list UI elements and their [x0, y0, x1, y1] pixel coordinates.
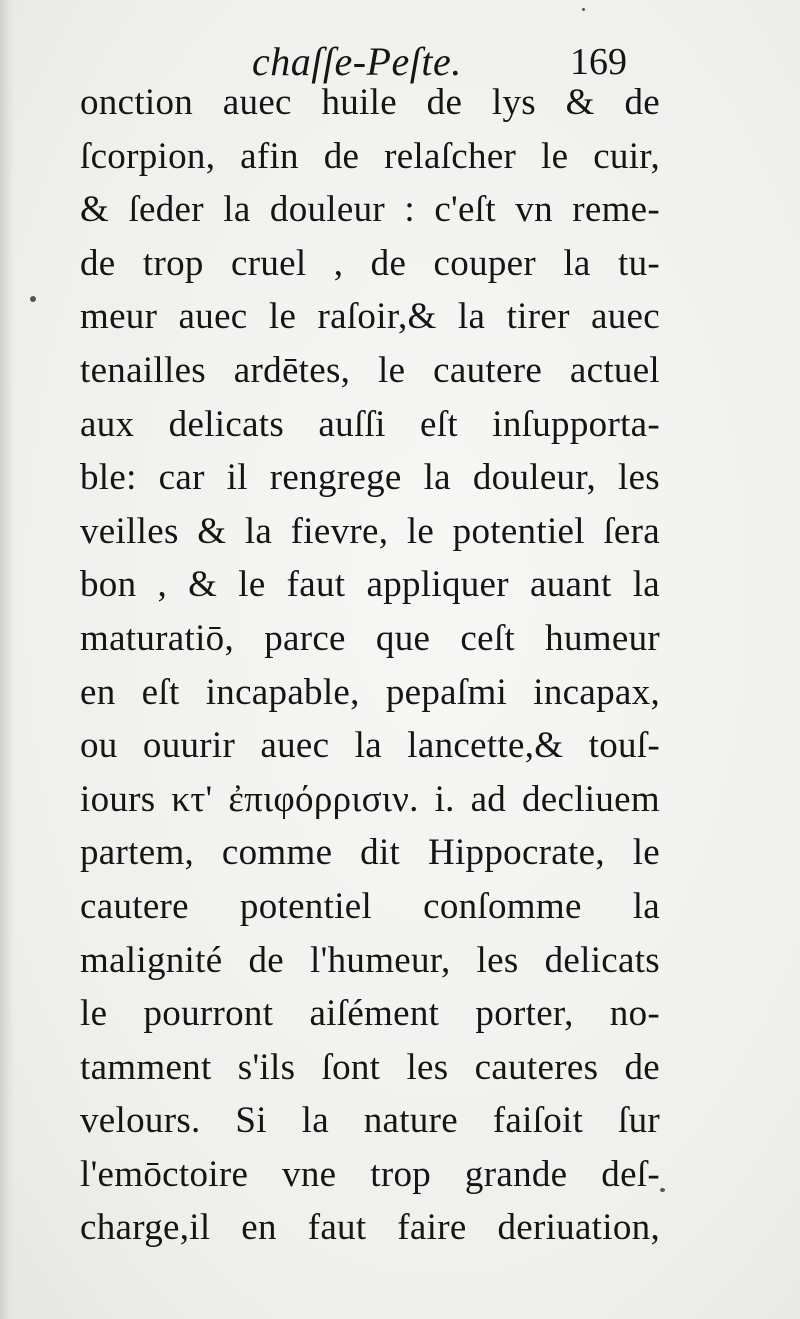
text-line: aux delicats auſſi eſt inſupporta-	[80, 403, 660, 445]
text-line: tamment s'ils ſont les cauteres de	[80, 1046, 660, 1088]
running-title: chaſſe-Peſte.	[252, 39, 462, 84]
text-line: de trop cruel , de couper la tu-	[80, 242, 660, 284]
text-line: iours κτ' ἐπιφόρρισιν. i. ad decliuem	[80, 778, 660, 820]
text-line: partem, comme dit Hippocrate, le	[80, 832, 660, 874]
text-line: meur auec le raſoir,& la tirer auec	[80, 296, 660, 338]
ink-speck	[30, 296, 36, 302]
page-gutter	[0, 0, 14, 1319]
text-line: onction auec huile de lys & de	[80, 82, 660, 123]
text-line: & ſeder la douleur : c'eſt vn reme-	[80, 189, 660, 231]
text-line: ou ouurir auec la lancette,& touſ-	[80, 725, 660, 767]
text-line: ſcorpion, afin de relaſcher le cuir,	[80, 135, 660, 177]
text-line: bon , & le faut appliquer auant la	[80, 564, 660, 606]
ink-speck	[582, 8, 585, 11]
text-line: tenailles ardētes, le cautere actuel	[80, 349, 660, 391]
text-line: en eſt incapable, pepaſmi incapax,	[80, 671, 660, 713]
text-line: charge,il en faut faire deriuation,	[80, 1207, 660, 1249]
body-text	[80, 76, 660, 1255]
ink-speck	[660, 1188, 665, 1192]
text-line: maturatiō, parce que ceſt humeur	[80, 617, 660, 659]
text-line: cautere potentiel conſomme la	[80, 885, 660, 927]
page-number: 169	[570, 41, 627, 83]
text-line: velours. Si la nature faiſoit ſur	[80, 1100, 660, 1142]
text-line: ble: car il rengrege la douleur, les	[80, 457, 660, 499]
text-line: l'emōctoire vne trop grande deſ-	[80, 1153, 660, 1195]
text-line: malignité de l'humeur, les delicats	[80, 939, 660, 981]
text-line: le pourront aiſément porter, no-	[80, 993, 660, 1035]
text-line: veilles & la fievre, le potentiel ſera	[80, 510, 660, 552]
